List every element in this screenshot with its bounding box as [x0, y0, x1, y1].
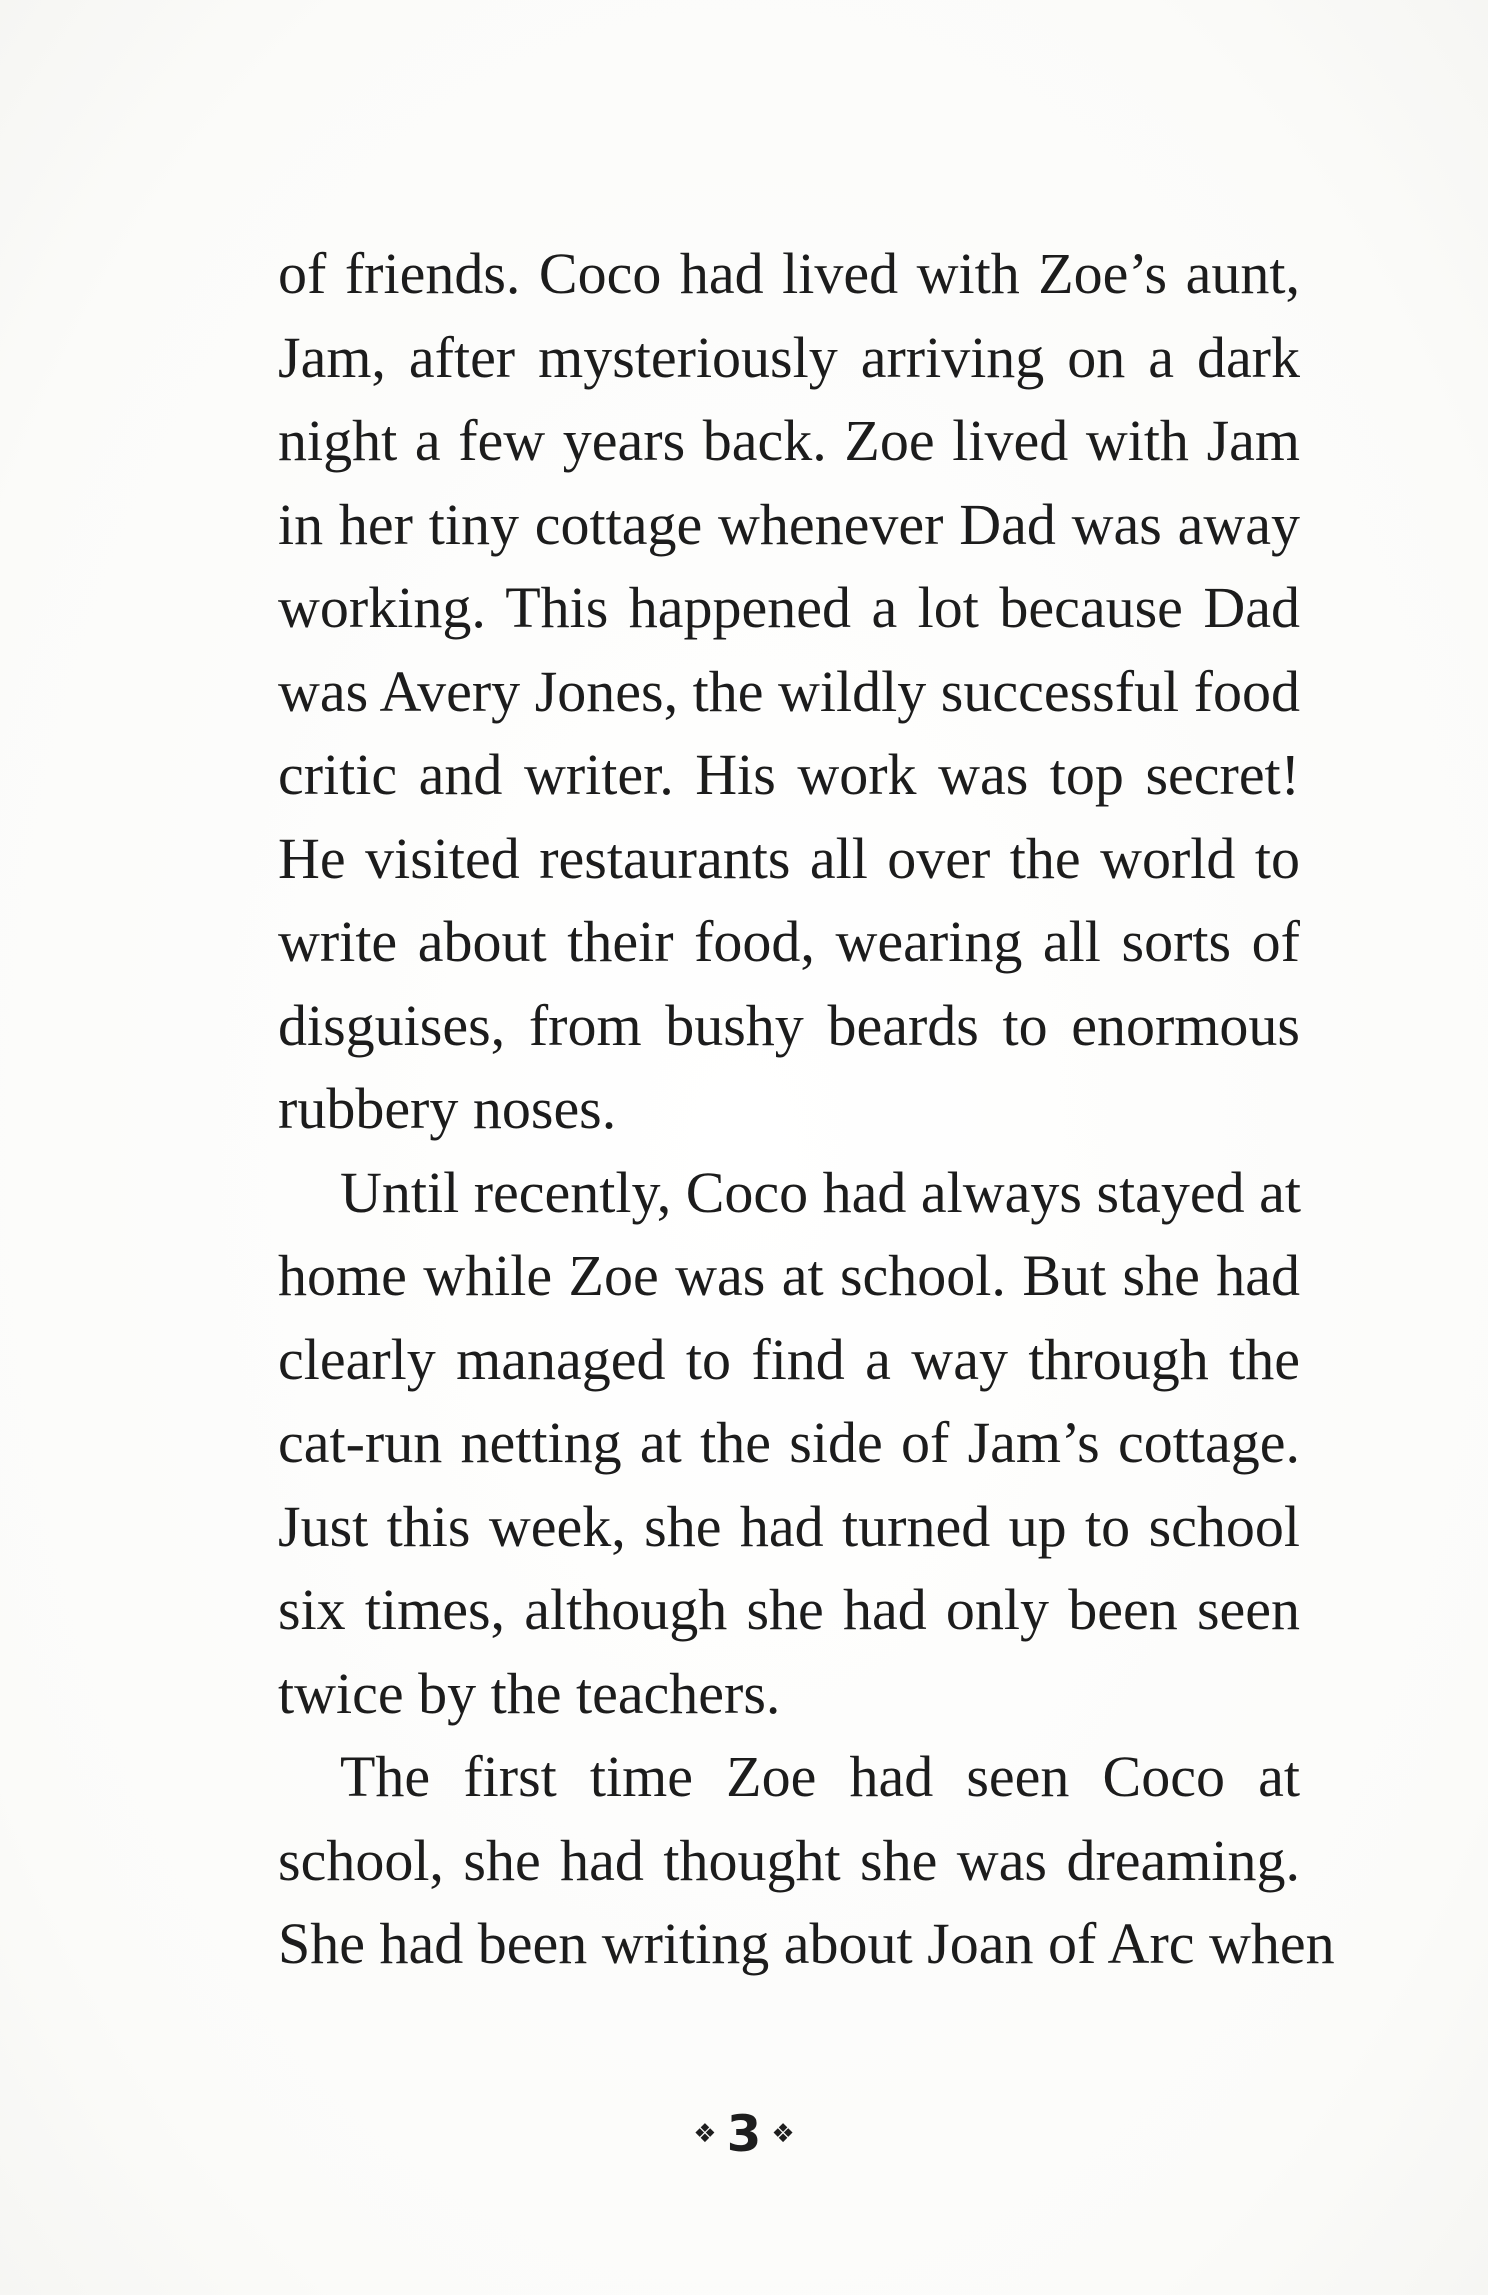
text-line: school, she had thought she was dreaming. [278, 1827, 1300, 1893]
text-line: Until recently, Coco had always stayed at [340, 1159, 1301, 1225]
page-number-folio [0, 2105, 1488, 2163]
text-line: twice by the teachers. [278, 1660, 781, 1726]
text-line: six times, although she had only been seen [278, 1577, 1300, 1642]
text-line: cat-run netting at the side of Jam’s cottage. [278, 1410, 1300, 1475]
text-line: working. This happened a lot because Dad [278, 575, 1300, 640]
ornament-left-icon: ❖ [693, 2118, 717, 2149]
text-line: write about their food, wearing all sorts of [278, 909, 1300, 974]
body-text [278, 232, 1335, 1986]
text-line: disguises, from bushy beards to enormous [278, 992, 1300, 1058]
text-line: rubbery noses. [278, 1076, 617, 1141]
text-line: of friends. Coco had lived with Zoe’s aunt, [278, 241, 1300, 306]
text-line: Jam, after mysteriously arriving on a dark [278, 324, 1300, 390]
text-line: night a few years back. Zoe lived with Jam [278, 408, 1300, 473]
text-line: She had been writing about Joan of Arc when [278, 1911, 1335, 1976]
text-line: Just this week, she had turned up to school [278, 1493, 1300, 1559]
text-line: in her tiny cottage whenever Dad was away [278, 491, 1300, 557]
text-line: He visited restaurants all over the world to [278, 825, 1300, 891]
text-line: The first time Zoe had seen Coco at [340, 1744, 1300, 1809]
text-line: clearly managed to find a way through the [278, 1326, 1300, 1392]
ornament-right-icon: ❖ [771, 2118, 795, 2149]
text-line: home while Zoe was at school. But she had [278, 1243, 1300, 1308]
text-line: critic and writer. His work was top secret! [278, 742, 1300, 807]
text-line: was Avery Jones, the wildly successful food [278, 658, 1300, 724]
page-number: 3 [726, 2105, 762, 2163]
